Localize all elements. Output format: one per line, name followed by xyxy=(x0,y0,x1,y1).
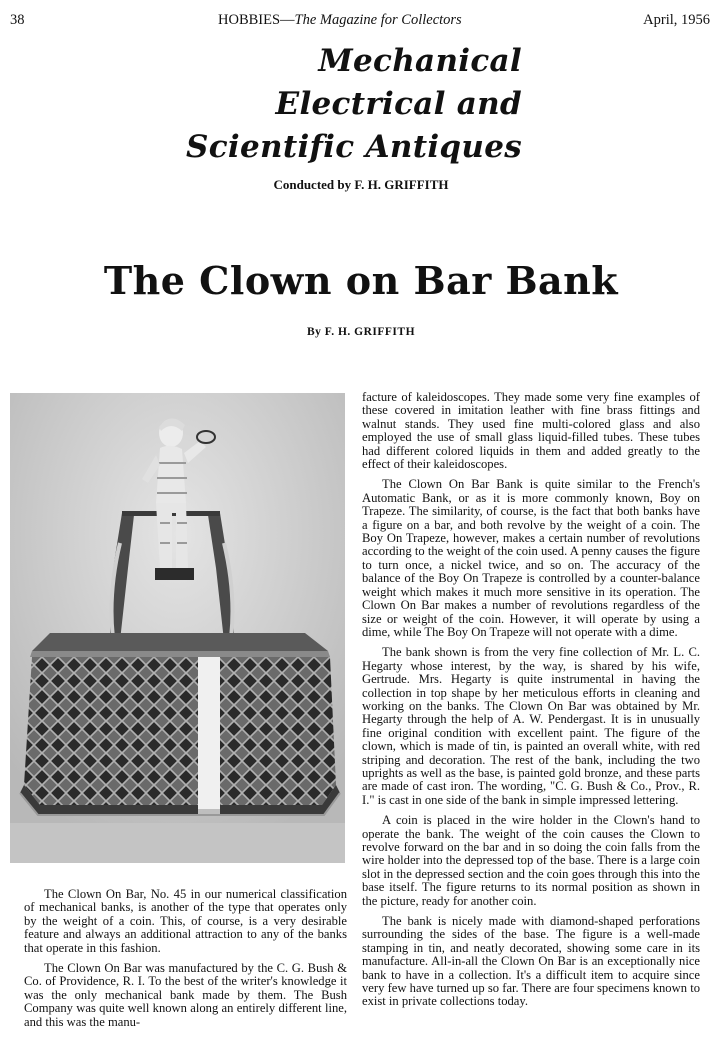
article-paragraph-continued: facture of kaleidoscopes. They made some very fine examples of these covered in imitation leather with fine brass fittings and walnut stands. They used fine multi-colored glass and also employed the use of small glass liquid-filled tubes. These tubes had different colored liquids in them and added greatly to the effect of their kaleidoscopes. xyxy=(362,390,700,472)
article-title: The Clown on Bar Bank xyxy=(103,258,619,303)
running-header xyxy=(10,12,710,32)
section-title-line-2: Electrical and xyxy=(275,86,522,122)
article-paragraph: The bank is nicely made with diamond-shaped perforations surrounding the sides of the base. The figure is a well-made stamping in tin, and neatly decorated, showing some care in its manufacture. All-in-all the Clown On Bar is an exceptionally nice bank to have in a collection. It's a difficult item to acquire since very few have turned up so far. There are four specimens known to exist in private collections today. xyxy=(362,914,700,1009)
base-top xyxy=(32,633,328,651)
section-title xyxy=(186,40,522,169)
article-paragraph: The Clown On Bar, No. 45 in our numerical classification of mechanical banks, is another of the type that operates only by the weight of a coin. This, of course, is a very desirable feature and always an additional attraction to any of the banks that operate in this fashion. xyxy=(24,887,347,955)
section-title-line-3: Scientific Antiques xyxy=(186,129,522,165)
page-number: 38 xyxy=(10,12,25,28)
article-byline: By F. H. GRIFFITH xyxy=(306,326,416,338)
magazine-title: HOBBIES— xyxy=(218,12,295,28)
article-paragraph: The Clown On Bar Bank is quite similar to the French's Automatic Bank, or as it is more commonly known, Boy on Trapeze. The similarity, of course, is the fact that both banks have a figure on a bar, and both revolve by the weight of a coin. The Boy On Trapeze, however, makes a certain number of revolutions according to the weight of the coin used. A penny causes the figure to turn once, a nickel twice, and so on. The accuracy of the balance of the Boy On Trapeze is controlled by a counter-balance weight which makes it much more sensitive in its operation. The Clown On Bar makes a number of revolutions regardless of the size or weight of the coin. However, it will operate by using a dime, while The Boy On Trapeze will not operate with a dime. xyxy=(362,477,700,639)
base-corner-post xyxy=(198,657,220,809)
clown-bank-illustration xyxy=(10,393,345,863)
article-right-column xyxy=(362,391,700,1016)
article-left-column xyxy=(24,888,347,1036)
magazine-name xyxy=(218,12,462,29)
article-paragraph: A coin is placed in the wire holder in the Clown's hand to operate the bank. The weight of the coin causes the Clown to revolve forward on the bar and in so doing the coin falls from the wire holder into the depressed top of the base. There is a large coin slot in the depressed section and the coin goes through this into the base itself. The figure returns to its normal position as shown in the picture, ready for another coin. xyxy=(362,813,700,908)
magazine-tagline: The Magazine for Collectors xyxy=(294,12,462,28)
issue-date: April, 1956 xyxy=(643,12,710,28)
article-paragraph: The Clown On Bar was manufactured by the C. G. Bush & Co. of Providence, R. I. To the best of the writer's knowledge it was the only mechanical bank made by them. The Bush Company was quite well known along an entirely different line, and this was the manu- xyxy=(24,961,347,1029)
bank-photo xyxy=(10,393,345,863)
section-title-line-1: Mechanical xyxy=(318,43,522,79)
article-paragraph: The bank shown is from the very fine collection of Mr. L. C. Hegarty whose interest, by the way, is shared by his wife, Gertrude. Mrs. Hegarty is quite instrumental in having the collection in top shape by her meticulous efforts in cleaning and working on the banks. The Clown On Bar was obtained by Mr. Hegarty through the help of A. W. Pendergast. It is in unusually fine original condition with excellent paint. The figure of the clown, which is made of tin, is painted an overall white, with red striping and decoration. The rest of the bank, including the two uprights as well as the base, is painted gold bronze, and these parts are made of cast iron. The wording, "C. G. Bush & Co., Prov., R. I." is cast in one side of the bank in simple impressed lettering. xyxy=(362,645,700,807)
base-right-panel xyxy=(220,657,336,805)
conducted-by: Conducted by F. H. GRIFFITH xyxy=(273,177,449,192)
base-left-panel xyxy=(24,657,198,805)
